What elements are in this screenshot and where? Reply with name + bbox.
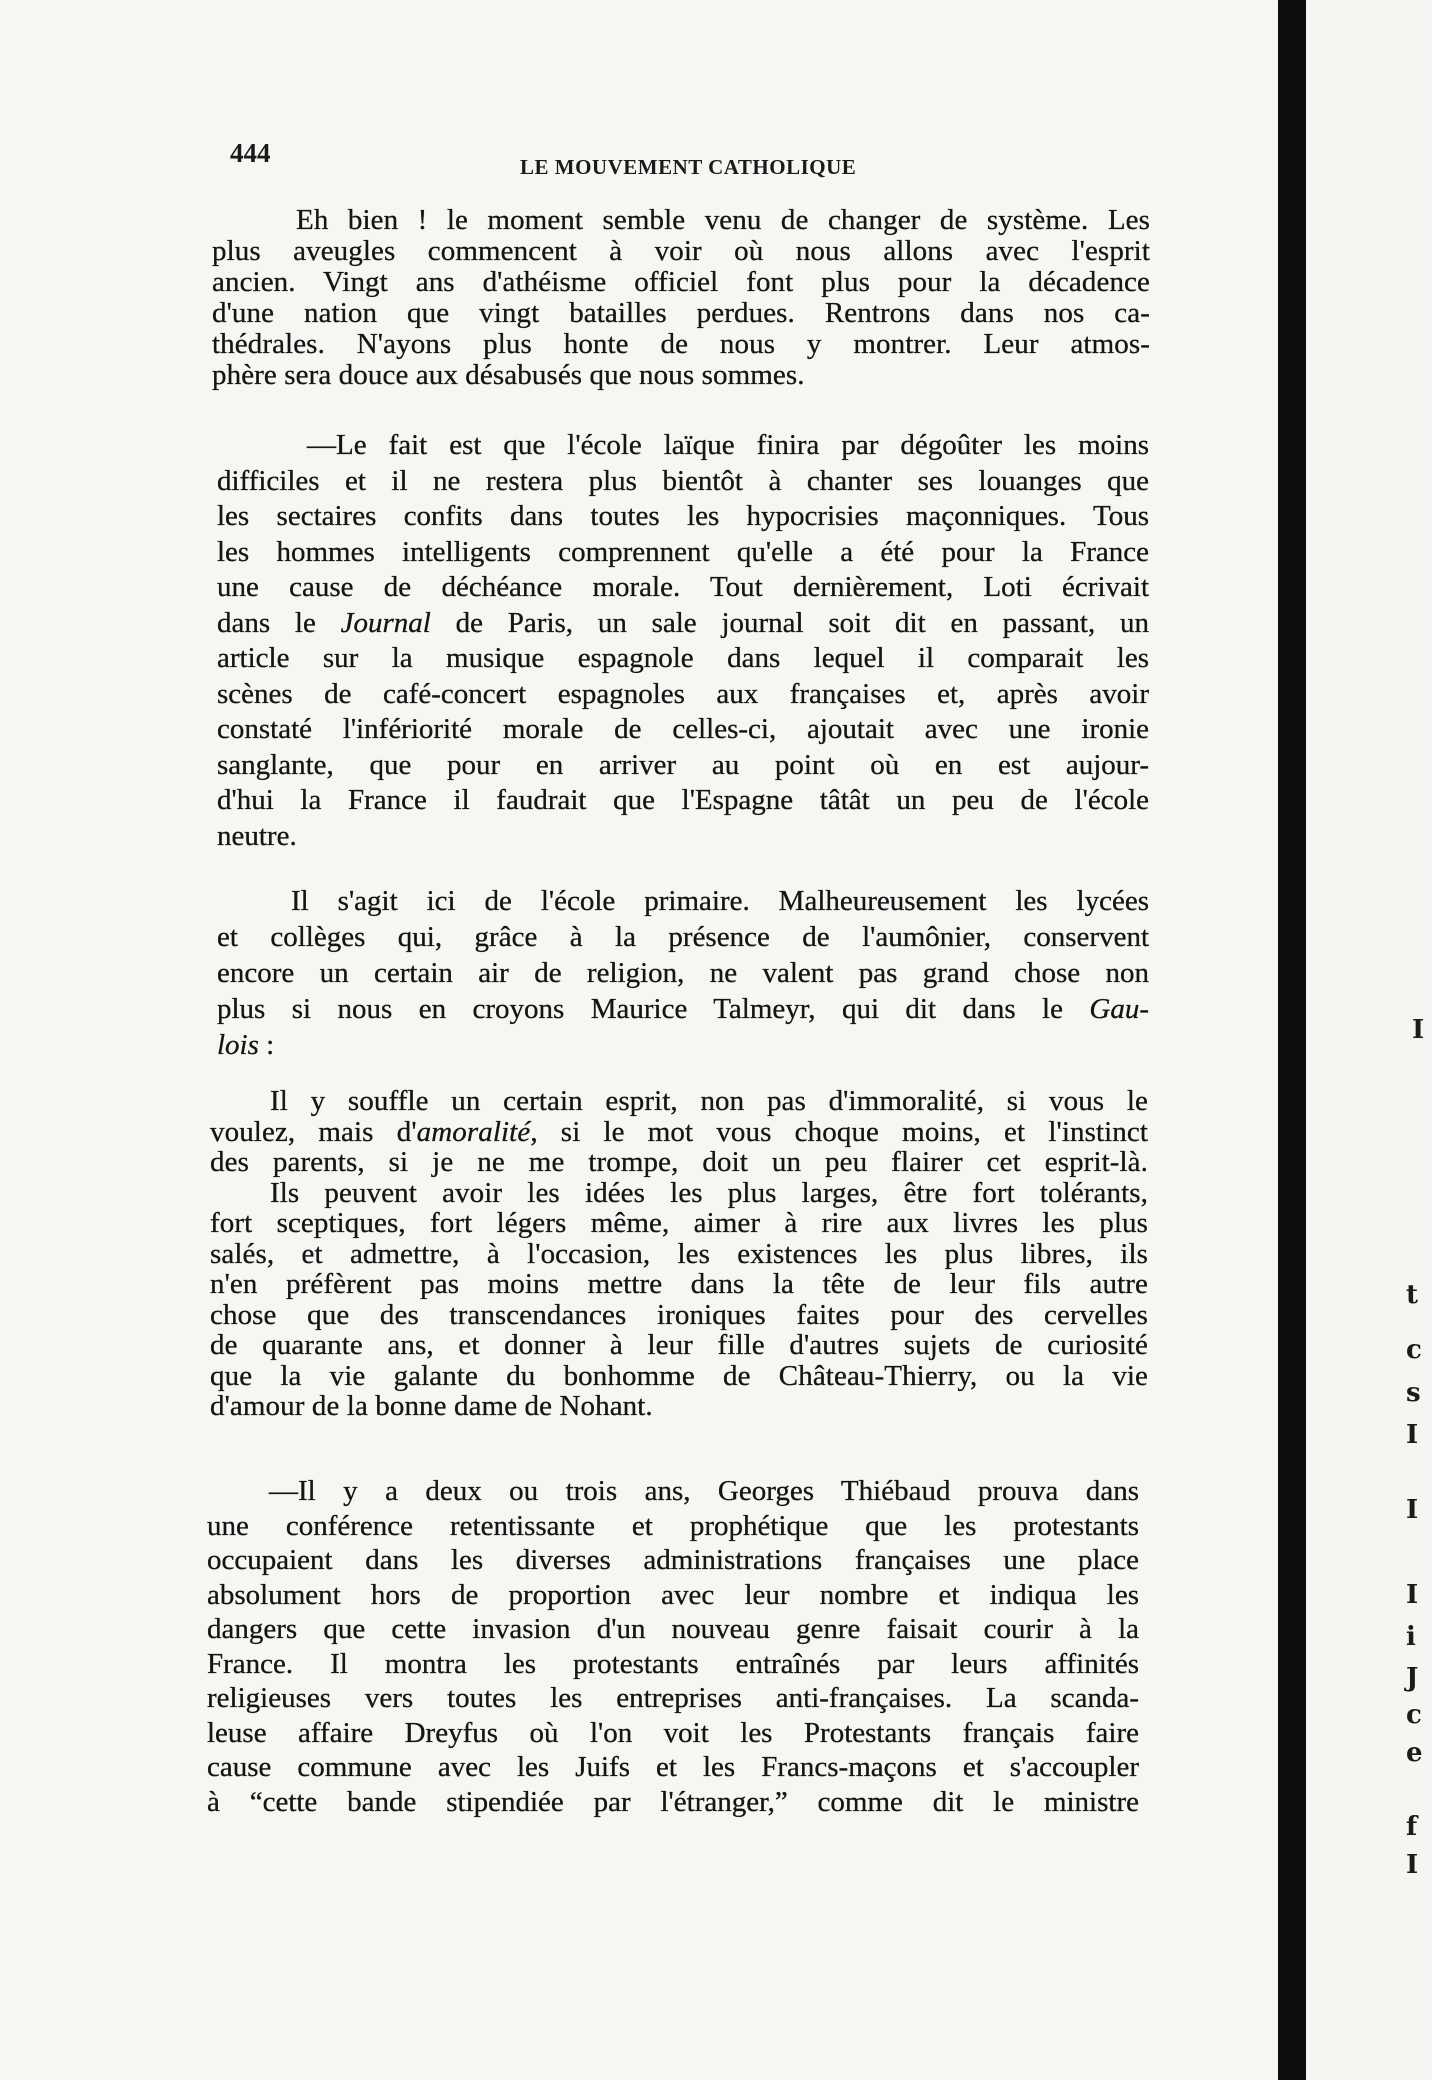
- text-line: encore un certain air de religion, ne valent pas grand chose non: [217, 957, 1149, 989]
- text-line: thédrales. N'ayons plus honte de nous y montrer. Leur atmos-: [212, 328, 1150, 360]
- page-edge-fragment: c: [1406, 1700, 1422, 1730]
- page-edge-fragment: s: [1406, 1378, 1421, 1408]
- paragraph-1: [212, 205, 1150, 391]
- text-line: que la vie galante du bonhomme de Château-Thierry, ou la vie: [210, 1359, 1148, 1392]
- text-line: les sectaires confits dans toutes les hypocrisies maçonniques. Tous: [217, 500, 1149, 532]
- text-line: religieuses vers toutes les entreprises anti-françaises. La scanda-: [207, 1682, 1139, 1714]
- text-line: une cause de déchéance morale. Tout dernièrement, Loti écrivait: [217, 571, 1149, 603]
- text-line: constaté l'infériorité morale de celles-ci, ajoutait avec une ironie: [217, 713, 1149, 745]
- page-edge-fragment: i: [1406, 1622, 1416, 1652]
- page-number: 444: [230, 138, 271, 168]
- page-edge-fragment: I: [1406, 1580, 1419, 1610]
- text-line: difficiles et il ne restera plus bientôt à chanter ses louanges que: [217, 464, 1149, 497]
- text-line: article sur la musique espagnole dans lequel il comparait les: [217, 642, 1149, 674]
- text-line: voulez, mais d'amoralité, si le mot vous choque moins, et l'instinct: [210, 1115, 1148, 1148]
- text-line: les hommes intelligents comprennent qu'elle a été pour la France: [217, 535, 1149, 568]
- book-gutter: [1278, 0, 1306, 2080]
- page-edge-fragment: I: [1406, 1420, 1419, 1450]
- text-line: [217, 606, 1149, 642]
- text-line: plus aveugles commencent à voir où nous allons avec l'esprit: [212, 235, 1150, 267]
- text-line: ancien. Vingt ans d'athéisme officiel font plus pour la décadence: [212, 266, 1150, 298]
- paragraph-2: [217, 428, 1149, 854]
- text-line: cause commune avec les Juifs et les Francs-maçons et s'accoupler: [207, 1751, 1139, 1783]
- text-line: n'en préfèrent pas moins mettre dans la tête de leur fils autre: [210, 1268, 1148, 1300]
- text-line: France. Il montra les protestants entraînés par leurs affinités: [207, 1647, 1139, 1680]
- text-line: sanglante, que pour en arriver au point où en est aujour-: [217, 748, 1149, 781]
- page-edge-fragment: e: [1406, 1738, 1423, 1768]
- running-title: LE MOUVEMENT CATHOLIQUE: [520, 155, 857, 179]
- paragraph-5: [207, 1474, 1139, 1819]
- text-line: occupaient dans les diverses administrations françaises une place: [207, 1544, 1139, 1576]
- adjacent-page-edge: [1306, 0, 1432, 2080]
- page-edge-fragment: J: [1406, 1663, 1419, 1693]
- text-line: d'amour de la bonne dame de Nohant.: [210, 1390, 653, 1422]
- paragraph-3: [217, 883, 1149, 1063]
- text-line: phère sera douce aux désabusés que nous sommes.: [212, 359, 805, 391]
- text-line: neutre.: [217, 819, 297, 852]
- text-line: lois :: [217, 1029, 275, 1061]
- text-line: salés, et admettre, à l'occasion, les existences les plus libres, ils: [210, 1237, 1148, 1270]
- text-line: —Il y a deux ou trois ans, Georges Thiébaud prouva dans: [269, 1475, 1139, 1507]
- text-line: Eh bien ! le moment semble venu de changer de système. Les: [296, 204, 1150, 236]
- text-line: Ils peuvent avoir les idées les plus larges, être fort tolérants,: [270, 1176, 1148, 1209]
- text-line: de quarante ans, et donner à leur fille d'autres sujets de curiosité: [210, 1329, 1148, 1361]
- page-edge-fragment: f: [1406, 1812, 1418, 1842]
- text-line: dangers que cette invasion d'un nouveau genre faisait courir à la: [207, 1613, 1139, 1645]
- page-edge-fragment: I: [1412, 1015, 1425, 1045]
- quotation-paragraph: [210, 1086, 1148, 1422]
- text-line: à “cette bande stipendiée par l'étranger,” comme dit le ministre: [207, 1785, 1139, 1818]
- text-line: une conférence retentissante et prophétique que les protestants: [207, 1509, 1139, 1542]
- page-edge-fragment: c: [1406, 1335, 1422, 1365]
- page-edge-fragment: I: [1406, 1495, 1419, 1525]
- text-line: d'hui la France il faudrait que l'Espagne tâtât un peu de l'école: [217, 784, 1149, 816]
- text-line: leuse affaire Dreyfus où l'on voit les Protestants français faire: [207, 1716, 1139, 1749]
- text-line: plus si nous en croyons Maurice Talmeyr, qui dit dans le Gau-: [217, 993, 1149, 1025]
- text-line: scènes de café-concert espagnoles aux françaises et, après avoir: [217, 677, 1149, 710]
- text-line: —Le fait est que l'école laïque finira par dégoûter les moins: [307, 429, 1149, 461]
- text-line: des parents, si je ne me trompe, doit un peu flairer cet esprit-là.: [210, 1146, 1148, 1178]
- text-line: absolument hors de proportion avec leur nombre et indiqua les: [207, 1578, 1139, 1611]
- text-line: d'une nation que vingt batailles perdues. Rentrons dans nos ca-: [212, 297, 1150, 329]
- text-line: Il s'agit ici de l'école primaire. Malheureusement les lycées: [291, 885, 1149, 917]
- page-header: [230, 138, 1160, 178]
- text-line: fort sceptiques, fort légers même, aimer à rire aux livres les plus: [210, 1207, 1148, 1239]
- page-edge-fragment: t: [1406, 1280, 1419, 1310]
- page-edge-fragment: I: [1406, 1850, 1419, 1880]
- text-line: et collèges qui, grâce à la présence de l'aumônier, conservent: [217, 921, 1149, 953]
- text-line: chose que des transcendances ironiques faites pour des cervelles: [210, 1298, 1148, 1331]
- text-line: Il y souffle un certain esprit, non pas d'immoralité, si vous le: [270, 1085, 1148, 1117]
- text-line-content: dans le Journal de Paris, un sale journal soit dit en passant, un: [217, 606, 1149, 639]
